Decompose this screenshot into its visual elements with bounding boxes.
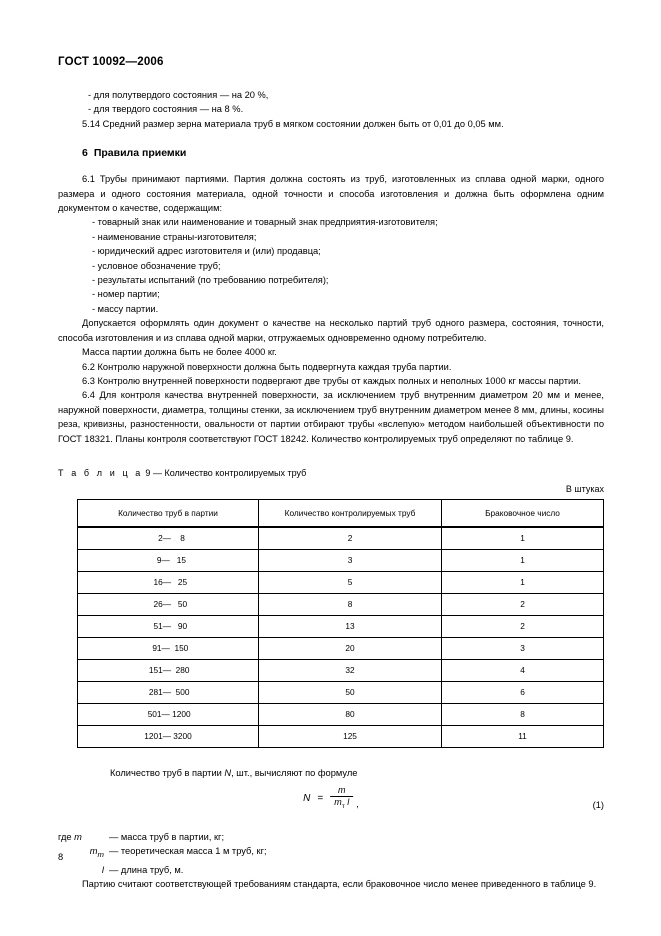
batch-range-value: 151— 280 — [146, 665, 190, 676]
table-caption-title: Количество контролируемых труб — [164, 467, 307, 478]
table-row — [78, 615, 604, 637]
cell-reject-number: 2 — [442, 593, 604, 615]
formula-row — [58, 786, 604, 820]
table-row — [78, 659, 604, 681]
batch-range-value: 91— 150 — [147, 643, 189, 654]
clause-6-1-mass-limit: Масса партии должна быть не более 4000 кг. — [82, 347, 277, 358]
formula-expression — [303, 786, 359, 811]
formula-denominator — [330, 796, 353, 811]
running-header: ГОСТ 10092—2006 — [58, 56, 164, 68]
table-header-row — [78, 499, 604, 527]
cell-reject-number: 1 — [442, 571, 604, 593]
section-number: 6 — [82, 147, 88, 160]
table-row — [78, 681, 604, 703]
cell-batch-range — [78, 637, 259, 659]
list-item: - номер партии; — [92, 289, 160, 300]
cell-controlled-quantity: 20 — [259, 637, 442, 659]
batch-range-value: 9— 15 — [150, 555, 186, 566]
list-item-semisolid: - для полутвердого состояния — на 20 %, — [88, 90, 269, 100]
formula-denominator-tail: l — [347, 797, 350, 808]
formula-comma: , — [356, 799, 359, 810]
cell-reject-number: 6 — [442, 681, 604, 703]
table-row — [78, 703, 604, 725]
where-row — [58, 830, 604, 844]
where-symbol: где m — [58, 831, 82, 842]
cell-controlled-quantity: 80 — [259, 703, 442, 725]
cell-reject-number: 3 — [442, 637, 604, 659]
clause-6-4: 6.4 Для контроля качества внутренней поверхности, за исключением труб внутренним диаметром 20 мм и менее, наружной поверхности, диаметра, толщины стенки, за исключением труб внутренним диаметром менее 8 мм, длины, косины реза, кривизны, разностенности, овальности от партии отбирают трубы «вслепую» методом наибольшей объективности по ГОСТ 18321. Планы контроля соответствуют ГОСТ 18242. Количество контролируемых труб определяют по таблице 9. — [58, 390, 604, 444]
where-description: — длина труб, м. — [109, 864, 184, 875]
cell-reject-number: 4 — [442, 659, 604, 681]
table-body — [78, 527, 604, 748]
where-description: — теоретическая масса 1 м труб, кг; — [109, 846, 267, 857]
table-row — [78, 593, 604, 615]
controlled-pipes-table — [77, 499, 604, 748]
cell-controlled-quantity: 13 — [259, 615, 442, 637]
cell-batch-range — [78, 549, 259, 571]
section-heading — [58, 147, 604, 159]
cell-controlled-quantity: 2 — [259, 527, 442, 550]
formula-numerator: m — [337, 784, 346, 795]
table-caption — [58, 468, 604, 478]
table-caption-label: Т а б л и ц а — [58, 467, 143, 478]
cell-reject-number: 8 — [442, 703, 604, 725]
cell-controlled-quantity: 8 — [259, 593, 442, 615]
cell-reject-number: 1 — [442, 549, 604, 571]
page-content — [58, 56, 604, 891]
cell-batch-range — [78, 725, 259, 747]
clause-6-1-block — [58, 172, 604, 446]
list-item: - массу партии. — [92, 303, 159, 314]
column-header-batch-quantity: Количество труб в партии — [78, 499, 259, 527]
clause-6-1-intro: 6.1 Трубы принимают партиями. Партия должна состоять из труб, изготовленных из сплава одной марки, одного размера и одного состояния материала, одной точности и способа изготовления и должна быть оформлена одним документом о качестве, содержащим: — [58, 174, 604, 214]
cell-batch-range — [78, 571, 259, 593]
list-item: - товарный знак или наименование и товарный знак предприятия-изготовителя; — [92, 217, 438, 228]
batch-range-value: 1201— 3200 — [144, 731, 192, 742]
table-caption-number: 9 — [145, 467, 151, 478]
cell-batch-range — [78, 615, 259, 637]
column-header-controlled-quantity: Количество контролируемых труб — [259, 499, 442, 527]
list-item: - результаты испытаний (по требованию потребителя); — [92, 275, 329, 286]
batch-range-value: 2— 8 — [151, 533, 185, 544]
table-row — [78, 725, 604, 747]
table-row — [78, 549, 604, 571]
cell-reject-number: 2 — [442, 615, 604, 637]
where-row — [58, 863, 604, 877]
cell-controlled-quantity: 32 — [259, 659, 442, 681]
batch-range-value: 501— 1200 — [145, 709, 191, 720]
cell-controlled-quantity: 125 — [259, 725, 442, 747]
table-caption-dash: — — [152, 467, 162, 478]
list-item: - наименование страны-изготовителя; — [92, 231, 257, 242]
list-item: - условное обозначение труб; — [92, 260, 221, 271]
clause-6-2: 6.2 Контролю наружной поверхности должна быть подвергнута каждая труба партии. — [82, 361, 452, 372]
cell-batch-range — [78, 681, 259, 703]
table-row — [78, 637, 604, 659]
cell-reject-number: 1 — [442, 527, 604, 550]
page-number: 8 — [58, 852, 64, 862]
where-symbol: $m_т$ — [89, 846, 104, 860]
batch-range-value: 26— 50 — [148, 599, 188, 610]
formula-equals: = — [317, 793, 324, 805]
top-clause-block — [58, 88, 604, 131]
clause-6-1-allowance: Допускается оформлять один документ о качестве на несколько партий труб одного размера, состояния, точности, способа изготовления и из сплава одной марки, отгружаемых одновременно одному потребителю. — [58, 318, 604, 343]
section-title: Правила приемки — [93, 147, 187, 160]
column-header-reject-number: Браковочное число — [442, 499, 604, 527]
where-list — [58, 830, 604, 877]
formula-intro — [58, 768, 604, 778]
formula-number: (1) — [592, 799, 604, 810]
cell-batch-range — [78, 703, 259, 725]
list-item: - юридический адрес изготовителя и (или) продавца; — [92, 246, 321, 257]
list-item-solid: - для твердого состояния — на 8 %. — [88, 104, 244, 115]
cell-batch-range — [78, 659, 259, 681]
table-row — [78, 527, 604, 550]
batch-range-value: 16— 25 — [148, 577, 188, 588]
clause-6-3: 6.3 Контролю внутренней поверхности подвергают две трубы от каждых полных и неполных 1000 кг массы партии. — [82, 375, 581, 386]
table-units-note: В штуках — [565, 483, 604, 494]
formula-lhs: N — [303, 793, 311, 805]
clause-5-14: 5.14 Средний размер зерна материала труб в мягком состоянии должен быть от 0,01 до 0,05 мм. — [82, 118, 504, 129]
cell-reject-number: 11 — [442, 725, 604, 747]
cell-controlled-quantity: 5 — [259, 571, 442, 593]
batch-range-value: 51— 90 — [148, 621, 188, 632]
cell-controlled-quantity: 3 — [259, 549, 442, 571]
table-row — [78, 571, 604, 593]
closing-paragraph: Партию считают соответствующей требованиям стандарта, если браковочное число менее приведенного в таблице 9. — [82, 879, 597, 890]
cell-batch-range — [78, 527, 259, 550]
where-description: — масса труб в партии, кг; — [109, 831, 225, 842]
formula-denominator-main: $m_т$ — [334, 797, 345, 811]
formula-fraction — [330, 786, 353, 811]
where-row — [58, 844, 604, 862]
cell-controlled-quantity: 50 — [259, 681, 442, 703]
formula-intro-text: Количество труб в партии N, шт., вычисляют по формуле — [110, 767, 358, 778]
cell-batch-range — [78, 593, 259, 615]
where-symbol: l — [101, 864, 104, 875]
closing-block — [58, 877, 604, 891]
batch-range-value: 281— 500 — [146, 687, 190, 698]
